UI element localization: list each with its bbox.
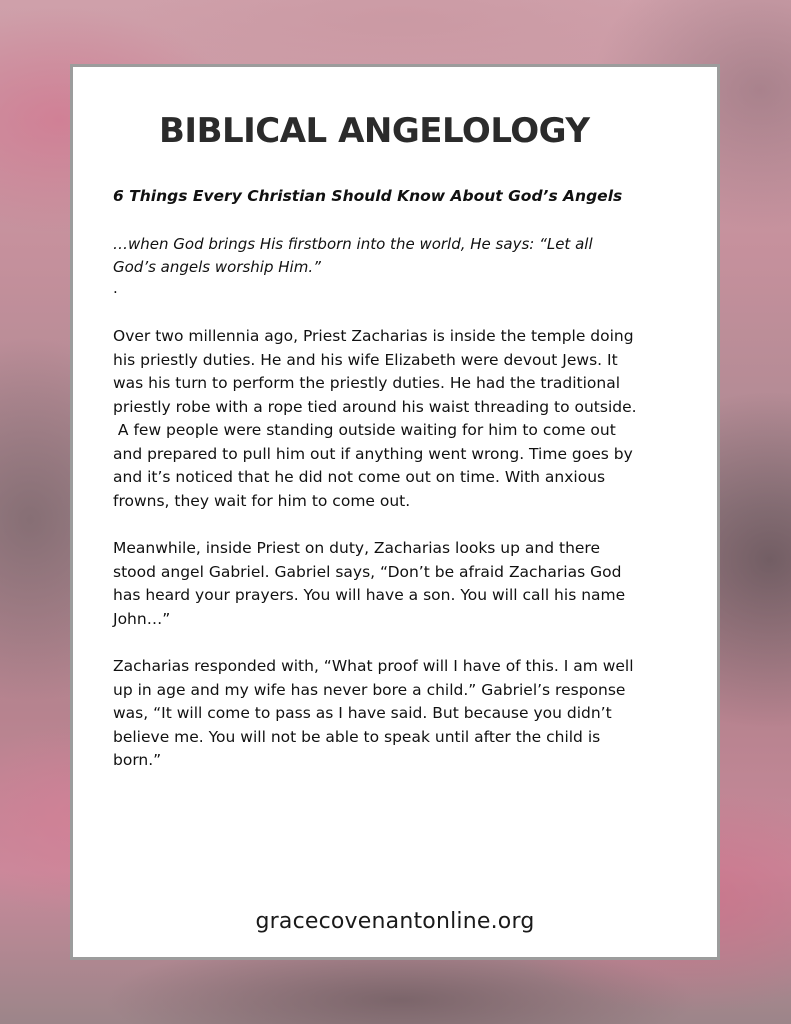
paragraph-3 <box>113 537 693 631</box>
quote-line: …when God brings His firstborn into the world, He says: “Let all <box>113 235 593 253</box>
paragraph-line: and prepared to pull him out if anything went wrong. Time goes by <box>113 444 633 463</box>
paragraph-line: believe me. You will not be able to speak until after the child is <box>113 727 601 746</box>
page-title: BIBLICAL ANGELOLOGY <box>159 111 590 151</box>
paragraph-line: Meanwhile, inside Priest on duty, Zacharias looks up and there <box>113 539 600 557</box>
paragraph-line: his priestly duties. He and his wife Elizabeth were devout Jews. It <box>113 350 618 369</box>
website-footer: gracecovenantonline.org <box>255 909 535 934</box>
paragraph-line: was his turn to perform the priestly duties. He had the traditional <box>113 374 621 392</box>
scripture-quote <box>113 233 683 279</box>
paragraph-4 <box>113 655 693 773</box>
quote-dot: . <box>113 279 118 297</box>
paragraph-1 <box>113 325 693 419</box>
paragraph-line: frowns, they wait for him to come out. <box>113 491 411 510</box>
paragraph-line: John…” <box>113 609 171 628</box>
document-card <box>70 64 720 960</box>
paragraph-line: was, “It will come to pass as I have said. But because you didn’t <box>113 704 612 722</box>
paragraph-line: Zacharias responded with, “What proof will I have of this. I am well <box>113 657 634 675</box>
paragraph-line: priestly robe with a rope tied around his waist threading to outside. <box>113 397 637 416</box>
paragraph-line: has heard your prayers. You will have a son. You will call his name <box>113 586 626 604</box>
paragraph-2 <box>113 419 693 513</box>
paragraph-line: stood angel Gabriel. Gabriel says, “Don’t be afraid Zacharias God <box>113 562 622 581</box>
subtitle: 6 Things Every Christian Should Know About God’s Angels <box>113 187 623 205</box>
paragraph-line: up in age and my wife has never bore a child.” Gabriel’s response <box>113 680 626 699</box>
quote-line: God’s angels worship Him.” <box>113 258 321 276</box>
paragraph-line: A few people were standing outside waiting for him to come out <box>113 421 616 439</box>
paragraph-line: born.” <box>113 751 162 769</box>
paragraph-line: Over two millennia ago, Priest Zacharias is inside the temple doing <box>113 327 634 345</box>
paragraph-line: and it’s noticed that he did not come out on time. With anxious <box>113 468 606 486</box>
